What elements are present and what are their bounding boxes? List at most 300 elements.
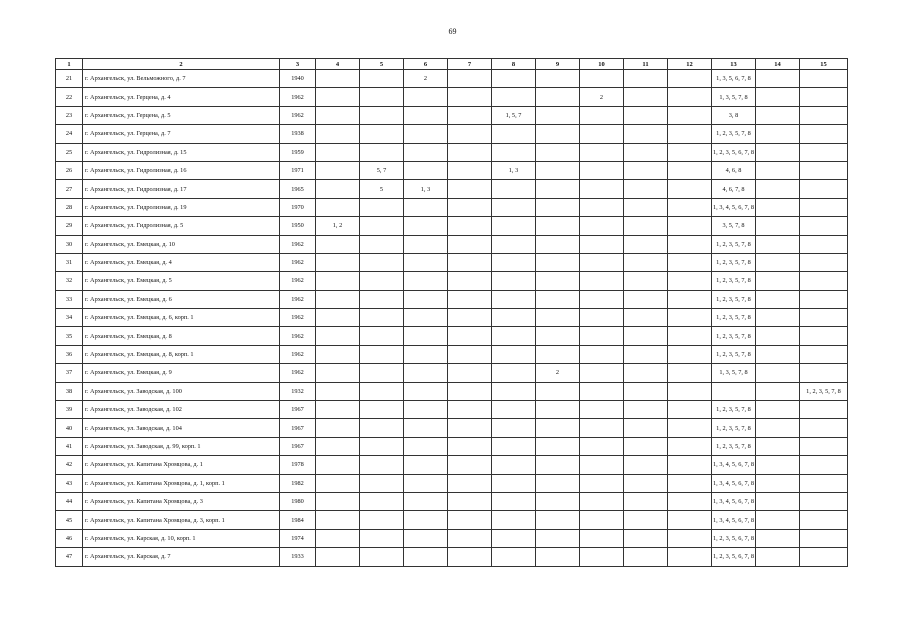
table-cell-col-5: [360, 235, 404, 253]
table-cell-col-2: г. Архангельск, ул. Гидролизная, д. 17: [83, 180, 280, 198]
table-cell-col-1: 35: [56, 327, 83, 345]
table-cell-col-13: 1, 2, 3, 5, 7, 8: [712, 345, 756, 363]
table-cell-col-1: 37: [56, 364, 83, 382]
table-cell-col-3: 1962: [280, 290, 316, 308]
table-cell-col-15: 1, 2, 3, 5, 7, 8: [800, 382, 848, 400]
table-cell-col-1: 43: [56, 474, 83, 492]
table-cell-col-12: [668, 511, 712, 529]
table-cell-col-13: 1, 3, 4, 5, 6, 7, 8: [712, 474, 756, 492]
table-cell-col-6: [404, 419, 448, 437]
table-row: [56, 106, 848, 124]
table-cell-col-15: [800, 180, 848, 198]
table-cell-col-15: [800, 437, 848, 455]
table-row: [56, 309, 848, 327]
table-cell-col-5: [360, 70, 404, 88]
table-cell-col-5: [360, 290, 404, 308]
table-cell-col-4: 1, 2: [316, 217, 360, 235]
table-cell-col-11: [624, 437, 668, 455]
column-header-14: 14: [756, 59, 800, 70]
table-cell-col-13: 1, 2, 3, 5, 7, 8: [712, 235, 756, 253]
table-cell-col-14: [756, 309, 800, 327]
table-cell-col-14: [756, 364, 800, 382]
table-cell-col-5: [360, 364, 404, 382]
table-cell-col-5: [360, 106, 404, 124]
table-cell-col-14: [756, 382, 800, 400]
table-cell-col-11: [624, 217, 668, 235]
table-cell-col-8: [492, 290, 536, 308]
table-cell-col-9: [536, 143, 580, 161]
table-cell-col-2: г. Архангельск, ул. Заводская, д. 99, корп. 1: [83, 437, 280, 455]
column-header-6: 6: [404, 59, 448, 70]
table-cell-col-7: [448, 272, 492, 290]
table-cell-col-13: 1, 2, 3, 5, 7, 8: [712, 419, 756, 437]
table-cell-col-3: 1940: [280, 70, 316, 88]
table-cell-col-8: [492, 474, 536, 492]
table-cell-col-2: г. Архангельск, ул. Капитана Хромцова, д. 1: [83, 456, 280, 474]
table-cell-col-8: [492, 382, 536, 400]
table-cell-col-7: [448, 88, 492, 106]
table-cell-col-2: г. Архангельск, ул. Капитана Хромцова, д. 3: [83, 492, 280, 510]
table-cell-col-12: [668, 88, 712, 106]
table-cell-col-9: [536, 235, 580, 253]
table-header-row: [56, 59, 848, 70]
table-cell-col-10: [580, 143, 624, 161]
table-cell-col-6: 2: [404, 70, 448, 88]
table-cell-col-15: [800, 272, 848, 290]
table-cell-col-14: [756, 327, 800, 345]
table-cell-col-10: [580, 198, 624, 216]
table-cell-col-15: [800, 198, 848, 216]
table-cell-col-9: [536, 253, 580, 271]
table-cell-col-6: [404, 529, 448, 547]
table-cell-col-12: [668, 217, 712, 235]
table-cell-col-14: [756, 548, 800, 566]
table-cell-col-5: [360, 253, 404, 271]
table-cell-col-7: [448, 253, 492, 271]
table-cell-col-12: [668, 161, 712, 179]
table-cell-col-11: [624, 345, 668, 363]
table-cell-col-2: г. Архангельск, ул. Емецкая, д. 8: [83, 327, 280, 345]
table-cell-col-13: 3, 8: [712, 106, 756, 124]
table-cell-col-2: г. Архангельск, ул. Заводская, д. 104: [83, 419, 280, 437]
table-cell-col-9: [536, 511, 580, 529]
table-cell-col-6: [404, 272, 448, 290]
table-cell-col-6: [404, 548, 448, 566]
table-cell-col-13: 1, 2, 3, 5, 7, 8: [712, 272, 756, 290]
table-cell-col-4: [316, 345, 360, 363]
table-cell-col-6: [404, 474, 448, 492]
table-cell-col-1: 25: [56, 143, 83, 161]
table-cell-col-8: [492, 70, 536, 88]
table-row: [56, 548, 848, 566]
table-cell-col-7: [448, 235, 492, 253]
table-row: [56, 143, 848, 161]
table-cell-col-12: [668, 125, 712, 143]
table-cell-col-14: [756, 290, 800, 308]
table-cell-col-11: [624, 180, 668, 198]
table-cell-col-3: 1967: [280, 401, 316, 419]
table-cell-col-2: г. Архангельск, ул. Вельможного, д. 7: [83, 70, 280, 88]
table-cell-col-5: [360, 88, 404, 106]
table-cell-col-13: [712, 382, 756, 400]
table-cell-col-11: [624, 290, 668, 308]
table-cell-col-4: [316, 309, 360, 327]
table-cell-col-6: [404, 401, 448, 419]
column-header-2: 2: [83, 59, 280, 70]
table-cell-col-12: [668, 364, 712, 382]
table-cell-col-2: г. Архангельск, ул. Капитана Хромцова, д. 3, корп. 1: [83, 511, 280, 529]
table-cell-col-3: 1978: [280, 456, 316, 474]
table-row: [56, 290, 848, 308]
table-cell-col-3: 1967: [280, 419, 316, 437]
table-cell-col-13: 1, 3, 4, 5, 6, 7, 8: [712, 492, 756, 510]
table-cell-col-4: [316, 382, 360, 400]
table-cell-col-7: [448, 290, 492, 308]
table-cell-col-5: [360, 419, 404, 437]
table-row: [56, 272, 848, 290]
table-cell-col-12: [668, 309, 712, 327]
table-cell-col-14: [756, 253, 800, 271]
table-cell-col-5: [360, 217, 404, 235]
table-cell-col-7: [448, 106, 492, 124]
table-cell-col-2: г. Архангельск, ул. Емецкая, д. 8, корп. 1: [83, 345, 280, 363]
table-cell-col-6: [404, 345, 448, 363]
table-cell-col-15: [800, 253, 848, 271]
table-cell-col-9: [536, 88, 580, 106]
column-header-9: 9: [536, 59, 580, 70]
table-cell-col-15: [800, 474, 848, 492]
table-cell-col-12: [668, 401, 712, 419]
column-header-5: 5: [360, 59, 404, 70]
table-cell-col-8: 1, 5, 7: [492, 106, 536, 124]
table-cell-col-6: [404, 309, 448, 327]
table-row: [56, 253, 848, 271]
table-cell-col-3: 1938: [280, 125, 316, 143]
table-cell-col-7: [448, 437, 492, 455]
table-cell-col-9: [536, 419, 580, 437]
table-cell-col-15: [800, 548, 848, 566]
table-cell-col-6: [404, 198, 448, 216]
column-header-15: 15: [800, 59, 848, 70]
table-cell-col-4: [316, 456, 360, 474]
table-cell-col-13: 1, 2, 3, 5, 7, 8: [712, 401, 756, 419]
table-cell-col-4: [316, 125, 360, 143]
table-cell-col-11: [624, 272, 668, 290]
table-cell-col-2: г. Архангельск, ул. Заводская, д. 102: [83, 401, 280, 419]
table-cell-col-2: г. Архангельск, ул. Емецкая, д. 9: [83, 364, 280, 382]
table-cell-col-12: [668, 327, 712, 345]
table-cell-col-9: [536, 401, 580, 419]
table-cell-col-9: [536, 106, 580, 124]
table-cell-col-10: [580, 364, 624, 382]
table-cell-col-5: [360, 309, 404, 327]
table-cell-col-7: [448, 382, 492, 400]
table-cell-col-14: [756, 161, 800, 179]
table-cell-col-4: [316, 511, 360, 529]
table-cell-col-3: 1962: [280, 345, 316, 363]
table-cell-col-2: г. Архангельск, ул. Герцена, д. 5: [83, 106, 280, 124]
table-cell-col-10: [580, 401, 624, 419]
table-cell-col-5: [360, 382, 404, 400]
table-cell-col-9: [536, 345, 580, 363]
table-cell-col-10: [580, 456, 624, 474]
table-cell-col-15: [800, 161, 848, 179]
table-cell-col-6: [404, 364, 448, 382]
table-cell-col-11: [624, 492, 668, 510]
table-cell-col-1: 42: [56, 456, 83, 474]
table-cell-col-12: [668, 419, 712, 437]
table-cell-col-5: [360, 198, 404, 216]
table-cell-col-4: [316, 327, 360, 345]
table-cell-col-11: [624, 106, 668, 124]
table-row: [56, 437, 848, 455]
table-cell-col-11: [624, 456, 668, 474]
table-row: [56, 419, 848, 437]
table-cell-col-11: [624, 125, 668, 143]
table-cell-col-3: 1971: [280, 161, 316, 179]
table-cell-col-11: [624, 364, 668, 382]
column-header-1: 1: [56, 59, 83, 70]
table-cell-col-15: [800, 106, 848, 124]
table-cell-col-5: [360, 437, 404, 455]
table-cell-col-6: [404, 235, 448, 253]
table-cell-col-6: [404, 125, 448, 143]
table-cell-col-10: [580, 474, 624, 492]
table-cell-col-12: [668, 456, 712, 474]
table-cell-col-5: [360, 529, 404, 547]
table-cell-col-3: 1933: [280, 548, 316, 566]
table-cell-col-12: [668, 548, 712, 566]
table-cell-col-7: [448, 529, 492, 547]
table-cell-col-14: [756, 419, 800, 437]
table-cell-col-14: [756, 492, 800, 510]
table-cell-col-8: [492, 437, 536, 455]
table-row: [56, 511, 848, 529]
table-cell-col-5: [360, 456, 404, 474]
table-cell-col-10: [580, 309, 624, 327]
table-cell-col-8: [492, 529, 536, 547]
table-cell-col-9: [536, 437, 580, 455]
table-cell-col-5: [360, 345, 404, 363]
column-header-4: 4: [316, 59, 360, 70]
table-cell-col-7: [448, 70, 492, 88]
table-cell-col-1: 27: [56, 180, 83, 198]
table-cell-col-1: 44: [56, 492, 83, 510]
table-cell-col-11: [624, 70, 668, 88]
table-cell-col-10: [580, 106, 624, 124]
page-number: 69: [448, 27, 457, 36]
table-cell-col-5: [360, 474, 404, 492]
table-cell-col-7: [448, 364, 492, 382]
table-cell-col-6: [404, 327, 448, 345]
table-cell-col-9: [536, 70, 580, 88]
table-cell-col-8: [492, 548, 536, 566]
table-cell-col-10: [580, 345, 624, 363]
table-cell-col-8: [492, 401, 536, 419]
table-row: [56, 364, 848, 382]
table-row: [56, 345, 848, 363]
table-cell-col-4: [316, 106, 360, 124]
table-cell-col-9: [536, 125, 580, 143]
table-cell-col-8: [492, 253, 536, 271]
table-cell-col-10: [580, 235, 624, 253]
table-cell-col-11: [624, 327, 668, 345]
table-cell-col-2: г. Архангельск, ул. Емецкая, д. 6, корп. 1: [83, 309, 280, 327]
table-cell-col-3: 1962: [280, 309, 316, 327]
column-header-11: 11: [624, 59, 668, 70]
table-cell-col-6: [404, 106, 448, 124]
table-cell-col-2: г. Архангельск, ул. Гидролизная, д. 5: [83, 217, 280, 235]
table-cell-col-8: [492, 309, 536, 327]
table-cell-col-1: 22: [56, 88, 83, 106]
table-cell-col-12: [668, 143, 712, 161]
table-cell-col-15: [800, 70, 848, 88]
table-cell-col-3: 1962: [280, 253, 316, 271]
table-cell-col-5: [360, 125, 404, 143]
table-cell-col-6: [404, 382, 448, 400]
table-cell-col-13: 1, 3, 5, 6, 7, 8: [712, 70, 756, 88]
table-cell-col-4: [316, 253, 360, 271]
table-cell-col-10: [580, 161, 624, 179]
table-cell-col-9: 2: [536, 364, 580, 382]
table-cell-col-4: [316, 529, 360, 547]
table-cell-col-13: 4, 6, 8: [712, 161, 756, 179]
table-cell-col-8: [492, 419, 536, 437]
table-cell-col-5: [360, 272, 404, 290]
table-cell-col-8: [492, 198, 536, 216]
table-row: [56, 456, 848, 474]
table-cell-col-7: [448, 548, 492, 566]
table-cell-col-11: [624, 143, 668, 161]
table-cell-col-1: 26: [56, 161, 83, 179]
table-cell-col-7: [448, 161, 492, 179]
table-cell-col-6: [404, 290, 448, 308]
column-header-10: 10: [580, 59, 624, 70]
table-cell-col-8: [492, 88, 536, 106]
table-cell-col-12: [668, 253, 712, 271]
table-cell-col-3: 1932: [280, 382, 316, 400]
table-cell-col-2: г. Архангельск, ул. Капитана Хромцова, д. 1, корп. 1: [83, 474, 280, 492]
table-cell-col-10: 2: [580, 88, 624, 106]
table-cell-col-10: [580, 180, 624, 198]
table-cell-col-15: [800, 511, 848, 529]
table-cell-col-5: [360, 511, 404, 529]
table-cell-col-1: 28: [56, 198, 83, 216]
table-cell-col-12: [668, 492, 712, 510]
table-cell-col-1: 39: [56, 401, 83, 419]
table-cell-col-12: [668, 70, 712, 88]
table-cell-col-12: [668, 198, 712, 216]
table-cell-col-7: [448, 143, 492, 161]
table-cell-col-1: 41: [56, 437, 83, 455]
table-cell-col-4: [316, 492, 360, 510]
table-cell-col-12: [668, 529, 712, 547]
table-cell-col-2: г. Архангельск, ул. Емецкая, д. 5: [83, 272, 280, 290]
table-cell-col-4: [316, 437, 360, 455]
table-cell-col-13: 1, 2, 3, 5, 6, 7, 8: [712, 529, 756, 547]
table-cell-col-4: [316, 401, 360, 419]
table-cell-col-1: 38: [56, 382, 83, 400]
table-cell-col-2: г. Архангельск, ул. Емецкая, д. 10: [83, 235, 280, 253]
buildings-table: [55, 58, 848, 567]
table-cell-col-4: [316, 364, 360, 382]
table-cell-col-10: [580, 548, 624, 566]
table-cell-col-9: [536, 272, 580, 290]
table-cell-col-14: [756, 474, 800, 492]
table-cell-col-15: [800, 401, 848, 419]
table-cell-col-14: [756, 198, 800, 216]
table-cell-col-13: 1, 3, 4, 5, 6, 7, 8: [712, 456, 756, 474]
table-cell-col-4: [316, 235, 360, 253]
table-cell-col-15: [800, 529, 848, 547]
table-cell-col-1: 31: [56, 253, 83, 271]
table-cell-col-11: [624, 309, 668, 327]
table-cell-col-10: [580, 511, 624, 529]
table-cell-col-12: [668, 437, 712, 455]
table-cell-col-10: [580, 290, 624, 308]
table-cell-col-7: [448, 125, 492, 143]
table-cell-col-2: г. Архангельск, ул. Герцена, д. 7: [83, 125, 280, 143]
table-cell-col-7: [448, 180, 492, 198]
table-cell-col-10: [580, 272, 624, 290]
table-row: [56, 70, 848, 88]
table-cell-col-14: [756, 106, 800, 124]
table-cell-col-9: [536, 474, 580, 492]
table-cell-col-1: 24: [56, 125, 83, 143]
table-cell-col-14: [756, 511, 800, 529]
table-cell-col-1: 32: [56, 272, 83, 290]
table-cell-col-15: [800, 125, 848, 143]
table-cell-col-13: 1, 2, 3, 5, 6, 7, 8: [712, 143, 756, 161]
table-cell-col-3: 1962: [280, 88, 316, 106]
table-cell-col-12: [668, 235, 712, 253]
table-cell-col-11: [624, 235, 668, 253]
table-cell-col-11: [624, 529, 668, 547]
table-cell-col-5: [360, 401, 404, 419]
table-cell-col-9: [536, 161, 580, 179]
table-cell-col-14: [756, 70, 800, 88]
table-cell-col-10: [580, 253, 624, 271]
table-cell-col-6: [404, 511, 448, 529]
table-cell-col-2: г. Архангельск, ул. Гидролизная, д. 19: [83, 198, 280, 216]
table-cell-col-9: [536, 180, 580, 198]
table-cell-col-15: [800, 290, 848, 308]
table-cell-col-8: 1, 3: [492, 161, 536, 179]
table-cell-col-14: [756, 235, 800, 253]
table-cell-col-5: [360, 492, 404, 510]
table-cell-col-15: [800, 419, 848, 437]
table-cell-col-8: [492, 143, 536, 161]
table-cell-col-9: [536, 548, 580, 566]
table-cell-col-4: [316, 161, 360, 179]
table-cell-col-3: 1962: [280, 364, 316, 382]
column-header-12: 12: [668, 59, 712, 70]
table-cell-col-7: [448, 345, 492, 363]
table-row: [56, 401, 848, 419]
table-row: [56, 180, 848, 198]
table-cell-col-5: 5: [360, 180, 404, 198]
table-cell-col-13: 4, 6, 7, 8: [712, 180, 756, 198]
table-cell-col-9: [536, 456, 580, 474]
table-cell-col-14: [756, 529, 800, 547]
table-cell-col-2: г. Архангельск, ул. Емецкая, д. 4: [83, 253, 280, 271]
table-cell-col-8: [492, 217, 536, 235]
table-cell-col-15: [800, 88, 848, 106]
table-cell-col-14: [756, 143, 800, 161]
table-cell-col-1: 47: [56, 548, 83, 566]
table-cell-col-15: [800, 345, 848, 363]
table-cell-col-2: г. Архангельск, ул. Емецкая, д. 6: [83, 290, 280, 308]
